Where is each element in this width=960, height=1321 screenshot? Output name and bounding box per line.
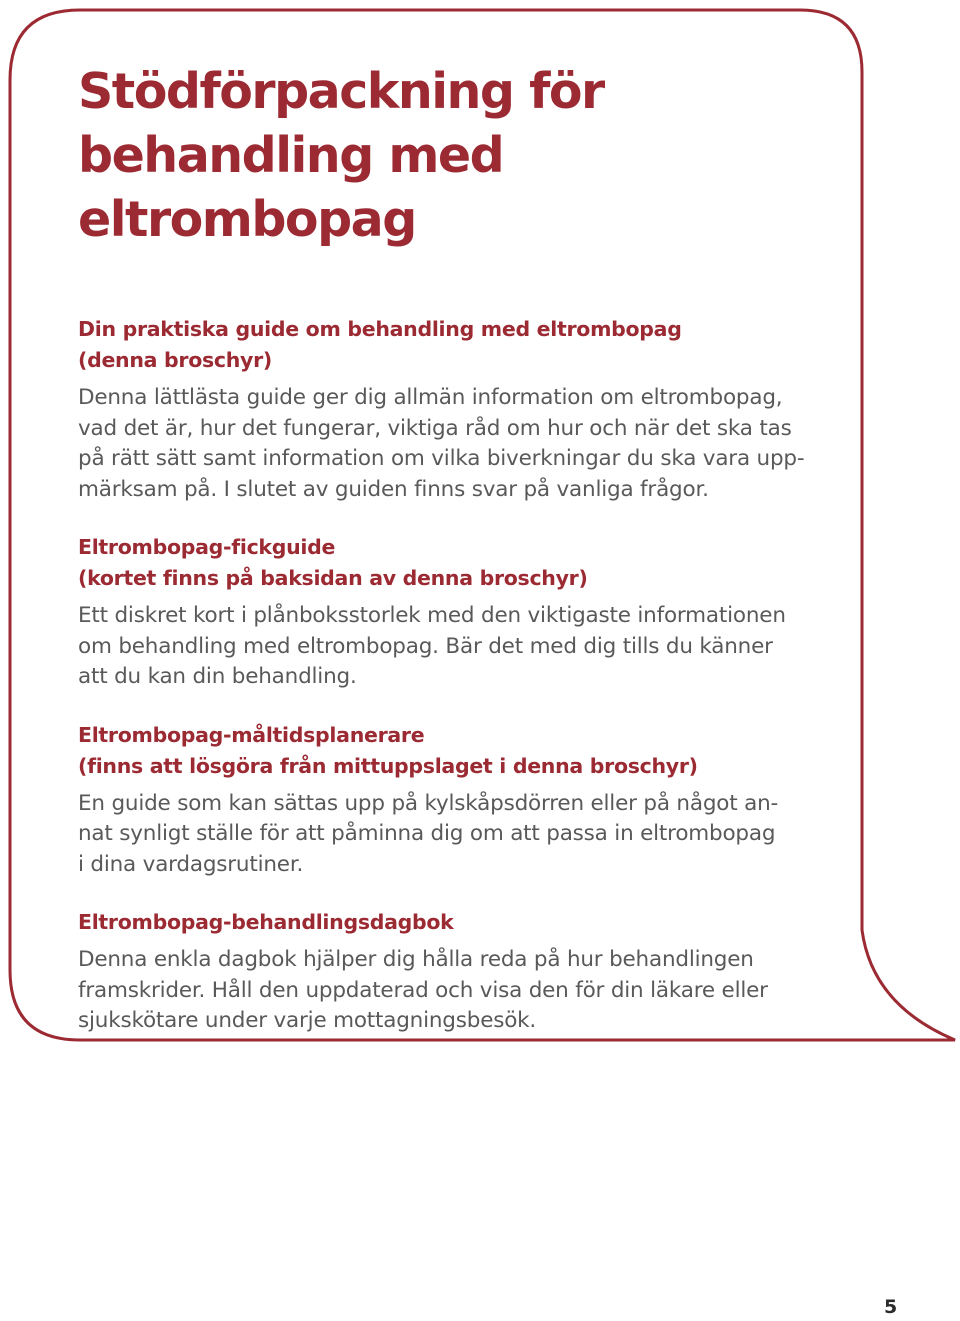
- body-line: Denna enkla dagbok hjälper dig hålla reda på hur behandlingen: [78, 947, 754, 972]
- body-line: framskrider. Håll den uppdaterad och visa den för din läkare eller: [78, 977, 768, 1003]
- section-body: [78, 945, 838, 1037]
- section-treatment-diary: [78, 907, 838, 1037]
- heading-line: (denna broschyr): [78, 348, 272, 372]
- body-line: sjukskötare under varje mottagningsbesök.: [78, 1008, 537, 1033]
- section-body: [78, 383, 838, 505]
- section-body: [78, 789, 838, 881]
- section-meal-planner: [78, 720, 838, 881]
- heading-line: Din praktiska guide om behandling med eltrombopag: [78, 317, 682, 341]
- page-title: [78, 60, 838, 252]
- section-heading: [78, 907, 838, 938]
- body-line: Denna lättlästa guide ger dig allmän information om eltrombopag,: [78, 385, 783, 410]
- heading-line: Eltrombopag-måltidsplanerare: [78, 722, 425, 747]
- body-line: om behandling med eltrombopag. Bär det med dig tills du känner: [78, 633, 773, 659]
- content-area: [78, 60, 838, 1037]
- page-number: 5: [884, 1296, 898, 1318]
- body-line: på rätt sätt samt information om vilka biverkningar du ska vara upp-: [78, 446, 805, 471]
- body-line: En guide som kan sättas upp på kylskåpsdörren eller på något an-: [78, 790, 779, 816]
- body-line: i dina vardagsrutiner.: [78, 851, 304, 877]
- heading-line: (kortet finns på baksidan av denna broschyr): [78, 566, 588, 590]
- section-heading: [78, 720, 838, 782]
- title-line: behandling med eltrombopag: [78, 127, 504, 248]
- section-guide: [78, 314, 838, 505]
- heading-line: Eltrombopag-behandlingsdagbok: [78, 910, 454, 934]
- body-line: märksam på. I slutet av guiden finns svar på vanliga frågor.: [78, 476, 709, 502]
- title-line: Stödförpackning för: [78, 63, 604, 120]
- section-heading: [78, 314, 838, 376]
- body-line: att du kan din behandling.: [78, 664, 357, 689]
- body-line: vad det är, hur det fungerar, viktiga råd om hur och när det ska tas: [78, 415, 792, 441]
- section-pocket-guide: [78, 532, 838, 693]
- section-body: [78, 601, 838, 693]
- section-heading: [78, 532, 838, 594]
- heading-line: (finns att lösgöra från mittuppslaget i denna broschyr): [78, 753, 698, 778]
- body-line: nat synligt ställe för att påminna dig om att passa in eltrombopag: [78, 821, 776, 846]
- heading-line: Eltrombopag-fickguide: [78, 535, 336, 559]
- body-line: Ett diskret kort i plånboksstorlek med den viktigaste informationen: [78, 603, 786, 628]
